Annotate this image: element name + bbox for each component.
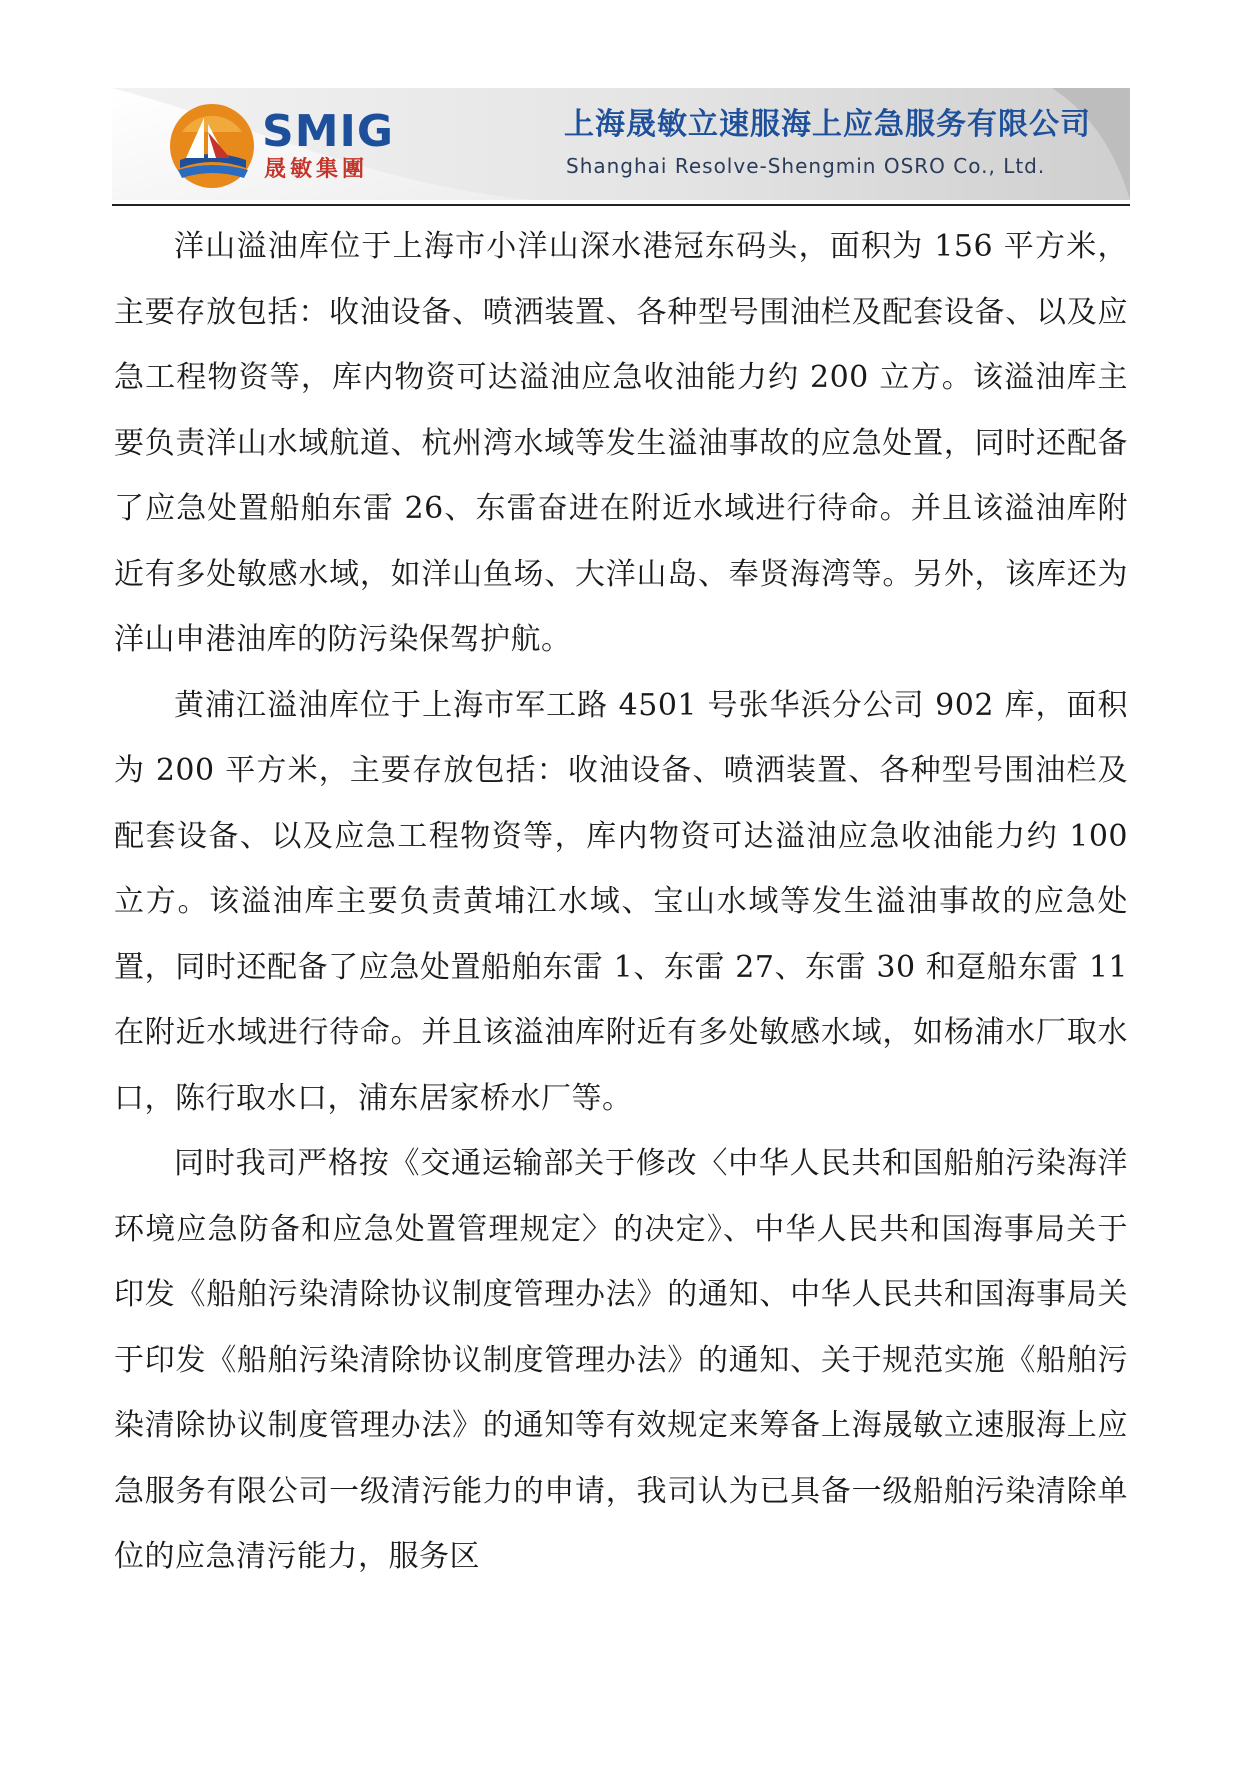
- document-body: [114, 214, 1128, 1590]
- sailboat-sun-emblem-icon: [168, 102, 256, 190]
- header-divider: [112, 204, 1130, 206]
- logo-brand-text: SMIG: [262, 106, 394, 157]
- letterhead: [112, 88, 1130, 200]
- company-name-cn: 上海晟敏立速服海上应急服务有限公司: [564, 107, 1091, 142]
- paragraph-yangshan-depot: 洋山溢油库位于上海市小洋山深水港冠东码头，面积为 156 平方米，主要存放包括：收油设备、喷洒装置、各种型号围油栏及配套设备、以及应急工程物资等，库内物资可达溢油应急收油能力约 200 立方。该溢油库主要负责洋山水域航道、杭州湾水域等发生溢油事故的应急处置，同时还配备了应急处置船舶东雷 26、东雷奋进在附近水域进行待命。并且该溢油库附近有多处敏感水域，如洋山鱼场、大洋山岛、奉贤海湾等。另外，该库还为洋山申港油库的防污染保驾护航。: [114, 229, 1128, 657]
- paragraph-regulations: 同时我司严格按《交通运输部关于修改〈中华人民共和国船舶污染海洋环境应急防备和应急处置管理规定〉的决定》、中华人民共和国海事局关于印发《船舶污染清除协议制度管理办法》的通知、中华人民共和国海事局关于印发《船舶污染清除协议制度管理办法》的通知、关于规范实施《船舶污染清除协议制度管理办法》的通知等有效规定来筹备上海晟敏立速服海上应急服务有限公司一级清污能力的申请，我司认为已具备一级船舶污染清除单位的应急清污能力，服务区: [114, 1146, 1128, 1574]
- logo-brand-cn: 晟敏集團: [264, 156, 369, 182]
- paragraph-huangpu-depot: 黄浦江溢油库位于上海市军工路 4501 号张华浜分公司 902 库，面积为 200 平方米，主要存放包括：收油设备、喷洒装置、各种型号围油栏及配套设备、以及应急工程物资等，库内物资可达溢油应急收油能力约 100 立方。该溢油库主要负责黄埔江水域、宝山水域等发生溢油事故的应急处置，同时还配备了应急处置船舶东雷 1、东雷 27、东雷 30 和趸船东雷 11 在附近水域进行待命。并且该溢油库附近有多处敏感水域，如杨浦水厂取水口，陈行取水口，浦东居家桥水厂等。: [114, 687, 1128, 1116]
- company-name-en: Shanghai Resolve-Shengmin OSRO Co., Ltd.: [566, 154, 1046, 178]
